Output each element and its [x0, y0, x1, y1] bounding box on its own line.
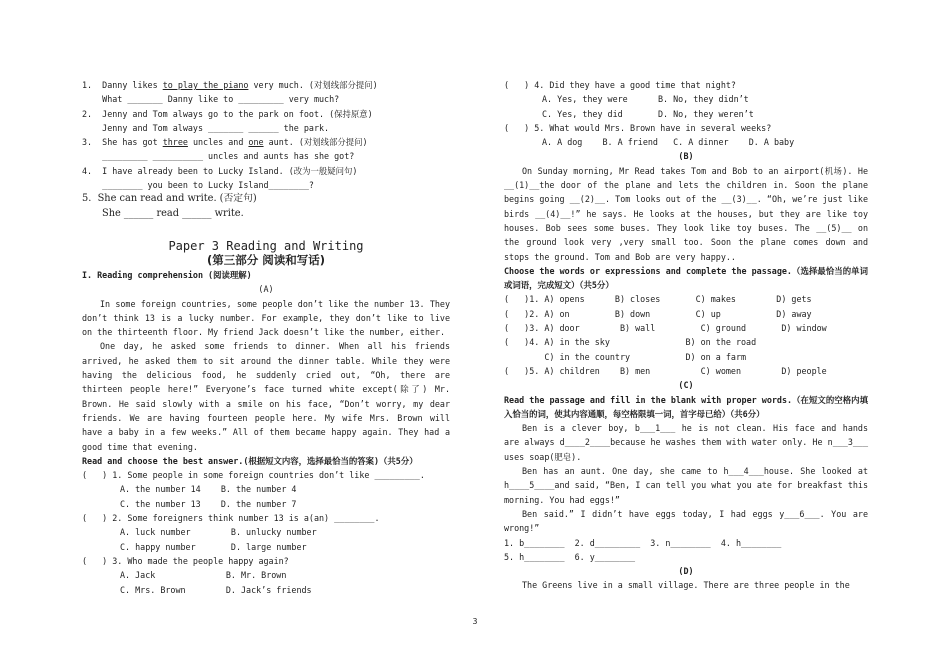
passage-a-label: (A) — [258, 284, 274, 295]
right-column — [504, 78, 868, 593]
passage-b: On Sunday morning, Mr Read takes Tom and Bob to an airport(机场). He __(1)__the door of the plane and lets the children in. Soon the plane begins going __(2)__. Tom looks out of the __(3)__. “Oh, we’re just like birds __(4)__!” he says. He looks at the houses, but they are like toy houses. Bob sees some buses. They look like toy buses. The __(5)__ on the ground look very ,very small too. Soon the plane comes down and stops the ground. Tom and Bob are very happy.. — [504, 165, 868, 262]
question-4: 4. I have already been to Lucky Island. (改为一般疑问句) — [82, 165, 358, 176]
passage-c-label: (C) — [678, 380, 694, 391]
cloze-row-5: ( )5. A) children B) men C) women D) people — [504, 365, 827, 376]
cloze-row-3: ( )3. A) door B) wall C) ground D) window — [504, 323, 827, 334]
fill-blank-answers-2: 5. h________ 6. y________ — [504, 551, 636, 562]
question-2: 2. Jenny and Tom always go to the park on foot. (保持原意) — [82, 108, 373, 119]
question-5: 5. She can read and write. (否定句) — [82, 193, 257, 205]
question-4-blank: ________ you been to Lucky Island________? — [82, 180, 314, 191]
rc-question-5-options: A. A dog B. A friend C. A dinner D. A baby — [542, 137, 795, 148]
cloze-row-1: ( )1. A) opens B) closes C) makes D) gets — [504, 294, 812, 305]
rc-question-2-options-b: C. happy number D. large number — [120, 541, 307, 552]
rc-question-2: ( ) 2. Some foreigners think number 13 is a(an) ________. — [82, 513, 380, 524]
section-1-heading: I. Reading comprehension (阅读理解) — [82, 269, 252, 280]
passage-b-label: (B) — [678, 151, 694, 162]
paper-subtitle: (第三部分 阅读和写话) — [206, 252, 325, 267]
rc-question-4-options-a: A. Yes, they were B. No, they didn’t — [542, 94, 749, 105]
left-column — [82, 78, 450, 597]
cloze-instruction: Choose the words or expressions and complete the passage.（选择最恰当的单词或词语，完成短文）（共5分） — [504, 265, 868, 291]
rc-question-3-options-a: A. Jack B. Mr. Brown — [120, 570, 287, 581]
passage-c-para-1: Ben is a clever boy, b___1___ he is not clean. His face and hands are always d____2____because he washes them with water only. He n___3___ uses soap(肥皂). — [504, 423, 868, 462]
question-3-blank: _________ __________ uncles and aunts has she got? — [82, 151, 355, 162]
reading-instruction: Read and choose the best answer.(根据短文内容，选择最恰当的答案)（共5分） — [82, 455, 418, 466]
rc-question-1: ( ) 1. Some people in some foreign countries don’t like _________. — [82, 470, 425, 481]
cloze-row-4b: C) in the country D) on a farm — [504, 351, 747, 362]
cloze-row-4: ( )4. A) in the sky B) on the road — [504, 337, 757, 348]
passage-d-label: (D) — [678, 566, 694, 577]
passage-c-para-3: Ben said.” I didn’t have eggs today, I had eggs y___6___. You are wrong!” — [504, 508, 868, 534]
rc-question-1-options-b: C. the number 13 D. the number 7 — [120, 498, 297, 509]
question-1-blank: What _______ Danny like to _________ very much? — [82, 94, 340, 105]
rc-question-5: ( ) 5. What would Mrs. Brown have in several weeks? — [504, 122, 772, 133]
fill-blank-instruction: Read the passage and fill in the blank with proper words.（在短文的空格内填入恰当的词，使其内容通顺，每空格限填一词，首字母已给）（共6分） — [504, 394, 868, 419]
question-5-blank: She ______ read ______ write. — [102, 207, 244, 219]
rc-question-3: ( ) 3. Who made the people happy again? — [82, 555, 289, 566]
paper-title: Paper 3 Reading and Writing — [168, 238, 364, 253]
passage-a-para-1: In some foreign countries, some people don’t like the number 13. They don’t think 13 is a lucky number. For example, they don’t like to live on the thirteenth floor. My friend Jack doesn’t like the number, either. — [82, 298, 450, 338]
rc-question-3-options-b: C. Mrs. Brown D. Jack’s friends — [120, 584, 312, 595]
question-3: 3. She has got three uncles and one aunt. (对划线部分提问) — [82, 137, 368, 148]
rc-question-4: ( ) 4. Did they have a good time that night? — [504, 80, 736, 90]
passage-d: The Greens live in a small village. There are three people in the — [522, 580, 850, 591]
question-2-blank: Jenny and Tom always _______ ______ the park. — [82, 122, 330, 133]
passage-a-para-2: One day, he asked some friends to dinner. When all his friends arrived, he asked them to sit around the dinner table. While they were having the delicious food, he suddenly cried out, “Oh, there are thirteen people here!” Everyone’s face turned white except(除了) Mr. Brown. He said slowly with a smile on his face, “Don’t worry, my dear friends. We are having fourteen people here. My wife Mrs. Brown will have a baby in a few weeks.” All of them became happy again. They had a good time that evening. — [82, 341, 450, 452]
passage-c-para-2: Ben has an aunt. One day, she came to h___4___house. She looked at h____5____and said, “Ben, I can tell you what you ate for breakfast this morning. You had eggs!” — [504, 466, 868, 505]
fill-blank-answers-1: 1. b________ 2. d_________ 3. n________ 4. h________ — [504, 537, 782, 548]
cloze-row-2: ( )2. A) on B) down C) up D) away — [504, 308, 812, 319]
page-number: 3 — [472, 617, 478, 626]
rc-question-1-options-a: A. the number 14 B. the number 4 — [120, 484, 297, 495]
question-1: 1. Danny likes to play the piano very much. (对划线部分提问) — [82, 80, 378, 90]
rc-question-2-options-a: A. luck number B. unlucky number — [120, 527, 317, 538]
rc-question-4-options-b: C. Yes, they did D. No, they weren’t — [542, 108, 754, 119]
